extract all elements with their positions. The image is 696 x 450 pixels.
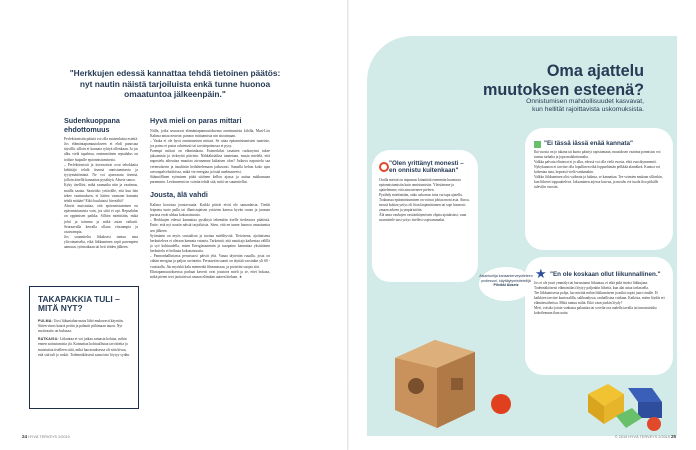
folio-text: © 2019 HYVÄ TERVEYS 2/2019: [614, 435, 670, 439]
expert-badge: [479, 267, 533, 301]
red-cylinder-block: [491, 394, 511, 414]
body-paragraph: Kyky itselliisi, mikä saamatka niin ja vaatimus, muilla saataa. Saatoitko yritävälle, että kun hän tekee vaatimuksen, ei häiten varmaan kannata tehdä mitään? Eikö kuuluiatsi hirveältä?: [64, 183, 138, 203]
body-paragraph: Parempi mittari on elämänlaatu. Esimerkiksi tasainen ruokarytmi tukee jaksamista ja virkeyttä päivisin. Nähkäkisäiksa tunnetaan, musta mielelä, että napostelu aiheuttaa muuttaa aivonaman kaltaisen olon? Jatkuva napostelu saa verensokerin ja insuliinin heilahtelemaan jatkuvasti. Samalla kehon koko ajan rasvanpalvelutiloissa, mikä vie energiaa ja itsää unelmanvetsi.: [150, 149, 270, 174]
sidebar-paragraph: [38, 337, 132, 358]
blue-block-front: [638, 402, 662, 418]
card-title: "Ei tässä iässä enää kannata": [544, 140, 633, 147]
card-paragraph: Osalla meistä on taipumus kiinnittää enemmän huomiota epäonnistumisiin kuin onnistumisiin. Yleistämme ja ajattelemme, että aina meneee pieleen.: [379, 177, 461, 192]
body-paragraph: – Herkkujen edessä kannattaa pysähtyä tekemään itselle tiedostava päätöstä. Entie, että nyt nautin näistä tarjoiluista. Siten, että en tunne huonoa omaatuntoa sen jälkeen.: [150, 218, 270, 233]
body-paragraph: – Pannonhallintassa perussuosi päivät yhä. Vanaa täyteräin ruualla, josta on vähän energiaa ja paljon ravinteita. Perusteitin saanti on täyttää varsinkin yli 60 -vuotiaalla. Jäo myöskä kalu mennetää lihasmassaa, ja proteiini suojaa sitä.: [150, 254, 270, 269]
red-circle-icon: [379, 162, 389, 172]
pull-quote: "Herkkujen edessä kannattaa tehdä tietoinen päätös: nyt nautin näistä tarjoiluista enkä tunne huonoa omaatuntoa jälkeenpäin.": [69, 68, 281, 100]
card-text: [534, 281, 666, 316]
card-paragraph: Tee liikkumisesta pohja, luo mietitä mihin liikkumiseen ja mikä sopisi juuri sinulle. Ei kaikkien tarvitse kuntosalilla, salibandyssa, rauhallisina voidaan. Kaikista, miten löydät eri elämänvaiheissa. Mikä tuntuu miltä. Eikö vaan jonkin löydy?: [534, 291, 665, 306]
page-title: [382, 62, 644, 99]
belief-card-3: [525, 257, 673, 375]
circle-hole: [408, 378, 424, 394]
folio-text: HYVÄ TERVEYS 2/2019: [28, 435, 70, 439]
title-line: Oma ajattelu: [546, 62, 644, 80]
section-heading: Hyvä mieli on paras mittari: [150, 116, 242, 125]
red-block: [647, 417, 661, 431]
body-paragraph: – Perfektionistit ja itsevaativat ovat tehokkaita kehittäjä tehdä itsensä onnistumisesta ja tyytymättömänä. Ne voi ajanvarata itsensä, jolloin äärellä kannattaa pysähtyä, Abseiz sanoo.: [64, 162, 138, 183]
blue-block: [628, 388, 662, 402]
page-folio-right: [615, 434, 676, 439]
expert-name: Pilvikki Absetz: [493, 283, 519, 288]
card-title: "Olen yrittänyt monesti – en onnistu kuitenkaan": [389, 160, 464, 175]
subtitle-line: kun hellität rajoittavista uskomuksista.: [532, 106, 644, 114]
body-paragraph: Säännöllinen syöminen pitää sitäinen kellon ajassa ja auttaa nukkumaan paremmin. Levänneenä on vointia tehdä sitä, mitä on suunnitellut.: [150, 174, 270, 185]
card-paragraph: Valkka palvuta elintavat ei jo alku, edessä voi olla vielä vuosia, eikä vuosikymmeniä. Nykykunnon ei tarvitse olla lopullinen eikä loppuelämän pelkkää alamäkeä. Kuntoa voi kohentaa aina, hopeasti vielä vanhanakin.: [534, 160, 661, 175]
shape-sorter-illustration: [385, 300, 545, 440]
card-paragraph: Meri, voisiko jotain vanhasta palauttaa tai sovelta osa uudella tavalla tai innostuisitko kokeilemaan ihan uutta.: [534, 306, 657, 316]
body-paragraph: Ahseiz muistuttaa, että epäonnistuminen on epäonnistumista vain, jos siitä ei opi. Repsahdus on oppimisen paikka. Silloin miettitään, mikä johti ja toimma ja mikä asian vaikutti. Seuraavalla kerralla ollaan viisaampia ja osaavampia.: [64, 204, 138, 234]
body-paragraph: Perfektionistin pääsiä voi olla monenlaisia esteitä. Jos elämäntapamuutokseen ei ehdi panostaa täysillä, silloin ei kannata ryhtyä ollenkaan. Ja jos alku vielä tapahtuu, ensimmäinen repsahdus on todiste huipulle epäonnistumisesta.: [64, 137, 138, 162]
card-text: [534, 150, 666, 190]
subtitle-line: Onnistumisen mahdollisuudet kasvavat,: [526, 98, 644, 105]
sidebar-paragraph: [38, 319, 132, 334]
card-paragraph: Älä anna vanhojen vastoinkäymisten ohjata ajatuksiasi, vaan suunnittele uusi yritys itsellesi sopivammaksi.: [379, 212, 467, 222]
section-heading: Sudenkuoppana ehdottomuus: [64, 116, 120, 134]
section-heading: Jousta, älä vahdi: [150, 190, 208, 200]
body-paragraph: – Vaaka ei ole hyvä onnistumisen mittari. Se ottaa epäonnistumisten tunteiste, jos paino ei putoa odotetusti tai tavoitepainossa ei pysy.: [150, 138, 270, 148]
article-column-middle: [150, 117, 270, 280]
body-paragraph: Elintapamuutoksesssa parhaat kaverit ovat joustava mieli ja se, ettei bokaaa, mikä pienet teot jaottaisivat omaan elämään uuteen kielaan. ★: [150, 269, 270, 279]
colored-blocks-illustration: [580, 378, 670, 434]
card-text: [379, 178, 472, 223]
body-paragraph: Jos suunniteltu liikaksesi tuntuu aina ylivoimaiselta, eikä liikkuminen sopii parempien aamuun, työmatkaan tai heti töiden jälkeen.: [64, 234, 138, 250]
square-hole: [451, 378, 463, 390]
page-number: 25: [670, 434, 676, 439]
page-subtitle: [402, 98, 644, 115]
belief-card-2: [525, 128, 673, 250]
card-title: "En ole koskaan ollut liikunnallinen.": [550, 271, 661, 278]
blue-star-icon: ★: [535, 266, 547, 281]
card-paragraph: Valkko liikkuminen olisi vaikeata ja hidasta, se kannattaa. Tee voimien mukaan sillonkin, kun liikeset toppuutteleva. Jaksaminen arjessa kasvaa, ja mouhs voi tuoda iloa pitkälle tulevilin vuosiin.: [534, 175, 663, 190]
body-paragraph: Syöminen on myös sosiaalista ja tuottaa mielihyvää. Tietoisena, ajoittaisena herkutteleva ei oletaan kannata vainota. Tarkeintä, että nauttiaja kaikentaa välillä ja syö kohtuudella, miten Energiasaanniin ja tasapaino kannattaa yksittäinen herkuttelu ei heilauta kokonaisuutta.: [150, 233, 270, 254]
body-paragraph: Niille, jotka seuraavat elämäntapamuutoksensa onnistumista kilolla, Mari-Liis Kalima antaa neuvon: pannoo mittaamista nin sitoutmaan.: [150, 128, 270, 138]
page-folio-left: [22, 434, 70, 439]
body-paragraph: Kalima korostaa joustavuutta. Kaikki päivät eivät ole samanlaisia. Tiedät leipoma tuote pulla tai illanistujaisen ystävien kanssa hyvän ruoan ja juoman parissa eivät uhkaa kokonaisuutta.: [150, 202, 270, 218]
page-number: 24: [22, 434, 28, 439]
page-spine: [347, 0, 349, 450]
green-square-icon: [534, 141, 541, 148]
card-paragraph: Pysähdy miettimään, onko uskomus totta vai tapa ajatella. Todaaassa epäonnistuminen on voinut johtaa moni asia. Ainoa, mossä kohtaa yritys oli liian laajamittainen tai sopi huonosti omaan arkeen ja ympäristöön.: [379, 192, 470, 212]
card-paragraph: Ikä vuosia on jo takana tai kunto pääsiyt rapistumaan, muutoksen vaatima ponnistus voi tuntua turhalta ja jopa mahdottomalta.: [534, 150, 661, 160]
expert-label: Asiantuntija kansanterveystieteen professori, käyttäytymistieteilijä: [479, 274, 533, 283]
sidebar-text: Liikuntaa ei voi jatkaa samasta kohtaa, mihin ennen sairastumista jäi. Kannattaa kohtuullistaa tavoitteita ja muistuttaa itselleen siitä, mikä harrastuksessa oli niin kivaa, että sitä tuli jo ruskii. Todennäköisesti sama into löytyy sydän.: [38, 337, 130, 357]
sidebar-text: Uusi liikuntaharrastus lähti mukavasti käyntiin. Sitten vinus kaatoi petiin ja palautti piilämaan tauon. Nyt motivaatio on hukassa.: [38, 318, 124, 334]
belief-card-1: [372, 150, 478, 282]
card-paragraph: Jos et ole juuri ymmälyt tai harrastanut liikuntaa, ei etkä pidä itseäsi liikkujana. Todennäköisesti elämäntilasi löytyy paljonkin liikettä, kun alat asiaa tarkastella.: [534, 281, 649, 291]
title-line: muutoksen esteenä?: [482, 80, 644, 99]
sidebar-box: [29, 286, 139, 409]
article-column-left: [64, 117, 138, 250]
sidebar-title: TAKAPAKKIA TULI – MITÄ NYT?: [38, 294, 120, 314]
sidebar-label: PULMA:: [38, 318, 53, 323]
sidebar-label: RATKAISU:: [38, 337, 59, 342]
